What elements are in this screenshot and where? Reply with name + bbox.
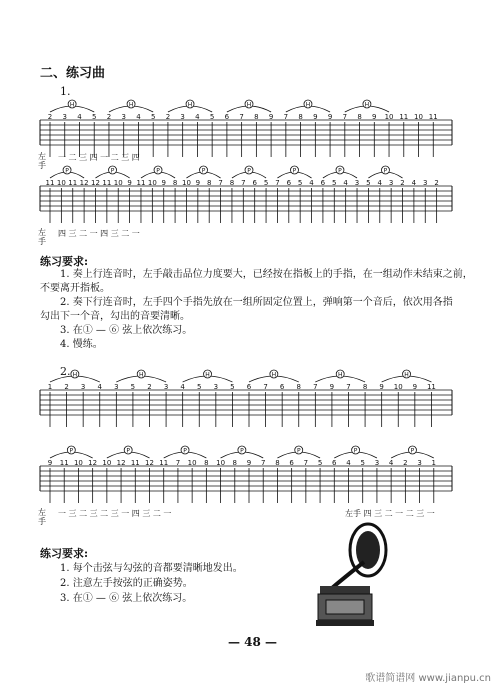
fret-number: 8 bbox=[204, 459, 209, 467]
fret-number: 11 bbox=[399, 113, 409, 121]
fret-number: 8 bbox=[362, 383, 368, 391]
technique-mark-text: P bbox=[110, 167, 115, 175]
fret-number: 6 bbox=[286, 179, 292, 187]
fret-number: 11 bbox=[130, 459, 140, 467]
fret-number: 7 bbox=[303, 459, 309, 467]
fret-number: 10 bbox=[56, 179, 66, 187]
fret-number: 4 bbox=[180, 383, 185, 391]
fret-number: 2 bbox=[400, 179, 405, 187]
technique-mark-text: P bbox=[383, 167, 388, 175]
fret-number: 9 bbox=[372, 113, 377, 121]
fingering-text: 一 二 三 四 一 二 三 四 bbox=[58, 153, 140, 162]
technique-mark-text: H bbox=[187, 101, 193, 109]
fret-number: 9 bbox=[412, 383, 418, 391]
technique-mark-text: P bbox=[338, 167, 342, 175]
technique-mark-text: P bbox=[353, 447, 358, 455]
watermark: 歌谱简谱网 www.jianpu.cn bbox=[365, 673, 491, 684]
fret-number: 12 bbox=[116, 459, 126, 467]
fret-number: 3 bbox=[354, 179, 360, 187]
technique-mark-text: P bbox=[156, 167, 160, 175]
fret-number: 6 bbox=[320, 179, 326, 187]
fret-number: 9 bbox=[329, 383, 335, 391]
fret-number: 3 bbox=[163, 383, 169, 391]
fret-number: 7 bbox=[175, 459, 181, 467]
fret-number: 10 bbox=[187, 459, 197, 467]
fret-number: 4 bbox=[136, 113, 141, 121]
requirements-title: 练习要求: bbox=[40, 547, 89, 560]
fret-number: 10 bbox=[216, 459, 226, 467]
fret-number: 8 bbox=[232, 459, 238, 467]
tab-staff bbox=[40, 166, 452, 223]
fret-number: 9 bbox=[246, 459, 252, 467]
section-title: 二、练习曲 bbox=[40, 66, 106, 81]
fret-number: 4 bbox=[309, 179, 314, 187]
requirement-item: 1. 每个击弦与勾弦的音都要清晰地发出。 bbox=[60, 563, 243, 574]
fret-number: 7 bbox=[239, 113, 244, 121]
technique-mark-text: P bbox=[292, 167, 297, 175]
fret-number: 8 bbox=[172, 179, 178, 187]
technique-mark-text: P bbox=[126, 447, 130, 455]
fret-number: 5 bbox=[130, 383, 136, 391]
fret-number: 3 bbox=[180, 113, 185, 121]
fret-number: 5 bbox=[230, 383, 235, 391]
fret-number: 6 bbox=[252, 179, 257, 187]
fret-number: 1 bbox=[47, 383, 53, 391]
fret-number: 11 bbox=[102, 179, 112, 187]
technique-mark-text: P bbox=[183, 447, 187, 455]
fret-number: 1 bbox=[431, 459, 437, 467]
fret-number: 6 bbox=[224, 113, 230, 121]
fret-number: 12 bbox=[91, 179, 100, 187]
fret-number: 10 bbox=[113, 179, 123, 187]
exercise-2-tab-row-1 bbox=[38, 371, 458, 446]
fret-number: 2 bbox=[434, 179, 439, 187]
fret-number: 7 bbox=[218, 179, 223, 187]
fret-number: 9 bbox=[161, 179, 166, 187]
requirement-item: 4. 慢练。 bbox=[60, 339, 103, 350]
fret-number: 7 bbox=[342, 113, 348, 121]
technique-mark-text: P bbox=[296, 447, 301, 455]
technique-mark-text: P bbox=[410, 447, 415, 455]
fret-number: 8 bbox=[206, 179, 212, 187]
requirements-title: 练习要求: bbox=[40, 255, 89, 268]
fret-number: 5 bbox=[150, 113, 156, 121]
requirement-item: 2. 注意左手按弦的正确姿势。 bbox=[60, 578, 193, 589]
fret-number: 4 bbox=[411, 179, 417, 187]
technique-mark-text: P bbox=[201, 167, 206, 175]
fret-number: 8 bbox=[298, 113, 303, 121]
exercise-2-number: 2. bbox=[60, 365, 71, 378]
fret-number: 2 bbox=[403, 459, 408, 467]
technique-mark-text: H bbox=[72, 371, 78, 379]
requirement-item: 3. 在① — ⑥ 弦上依次练习。 bbox=[60, 593, 193, 604]
hand-label: 左 手 bbox=[38, 228, 46, 246]
fret-number: 2 bbox=[47, 113, 53, 121]
fret-number: 11 bbox=[136, 179, 146, 187]
requirement-item: 3. 在① — ⑥ 弦上依次练习。 bbox=[60, 325, 193, 336]
fret-number: 4 bbox=[77, 113, 82, 121]
fret-number: 8 bbox=[275, 459, 280, 467]
technique-mark-text: H bbox=[337, 371, 343, 379]
fret-number: 2 bbox=[147, 383, 152, 391]
fret-number: 11 bbox=[426, 383, 436, 391]
requirement-item: 1. 奏上行连音时，左手敲击品位力度要大，已经按在指板上的手指，在一组动作未结束之前， bbox=[60, 269, 473, 280]
fret-number: 12 bbox=[145, 459, 154, 467]
fret-number: 8 bbox=[357, 113, 362, 121]
fret-number: 8 bbox=[254, 113, 259, 121]
fret-number: 7 bbox=[263, 383, 268, 391]
fret-number: 10 bbox=[384, 113, 394, 121]
fret-number: 3 bbox=[80, 383, 86, 391]
fret-number: 6 bbox=[246, 383, 252, 391]
fret-number: 9 bbox=[195, 179, 201, 187]
fret-number: 4 bbox=[346, 459, 351, 467]
fret-number: 10 bbox=[102, 459, 112, 467]
fret-number: 10 bbox=[393, 383, 403, 391]
fret-number: 9 bbox=[127, 179, 132, 187]
fret-number: 5 bbox=[317, 459, 323, 467]
fret-number: 11 bbox=[428, 113, 438, 121]
fret-number: 9 bbox=[313, 113, 318, 121]
fret-number: 5 bbox=[209, 113, 215, 121]
fret-number: 9 bbox=[379, 383, 384, 391]
fret-number: 9 bbox=[327, 113, 333, 121]
fret-number: 3 bbox=[423, 179, 428, 187]
fret-number: 8 bbox=[296, 383, 301, 391]
technique-mark-text: H bbox=[138, 371, 144, 379]
fret-number: 10 bbox=[414, 113, 423, 121]
gramophone-illustration bbox=[290, 522, 400, 632]
fret-number: 2 bbox=[64, 383, 69, 391]
fret-number: 5 bbox=[366, 179, 371, 187]
fret-number: 11 bbox=[159, 459, 169, 467]
fret-number: 9 bbox=[47, 459, 53, 467]
technique-mark-text: H bbox=[305, 101, 311, 109]
technique-mark-text: H bbox=[271, 371, 277, 379]
requirement-item: 勾出下一个音，勾出的音要清晰。 bbox=[40, 311, 190, 322]
technique-mark-text: H bbox=[404, 371, 409, 379]
fret-number: 4 bbox=[388, 459, 394, 467]
fret-number: 7 bbox=[313, 383, 318, 391]
fret-number: 5 bbox=[91, 113, 97, 121]
technique-mark-text: H bbox=[128, 101, 134, 109]
fret-number: 4 bbox=[97, 383, 102, 391]
fret-number: 3 bbox=[121, 113, 126, 121]
fret-number: 4 bbox=[195, 113, 200, 121]
requirement-item: 不要离开指板。 bbox=[40, 283, 110, 294]
fret-number: 3 bbox=[213, 383, 219, 391]
fret-number: 9 bbox=[268, 113, 274, 121]
fret-number: 7 bbox=[283, 113, 289, 121]
requirement-item: 2. 奏下行连音时，左手四个手指先放在一组所固定位置上，弹响第一个音后，依次用各指 bbox=[60, 297, 453, 308]
technique-mark-text: P bbox=[247, 167, 251, 175]
technique-mark-text: P bbox=[240, 447, 244, 455]
fret-number: 10 bbox=[147, 179, 157, 187]
hand-label: 左 手 bbox=[38, 508, 46, 526]
hand-label: 左 手 bbox=[38, 152, 46, 170]
fret-number: 5 bbox=[263, 179, 269, 187]
fret-number: 3 bbox=[114, 383, 119, 391]
fret-number: 6 bbox=[289, 459, 294, 467]
fingering-text: 四 三 二 一 四 三 二 一 bbox=[58, 229, 140, 238]
tab-staff bbox=[40, 100, 452, 157]
fret-number: 12 bbox=[88, 459, 98, 467]
fret-number: 10 bbox=[73, 459, 83, 467]
fret-number: 10 bbox=[181, 179, 191, 187]
fingering-text: 左手 四 三 二 一 二 三 一 bbox=[345, 509, 435, 518]
fret-number: 11 bbox=[59, 459, 69, 467]
fret-number: 11 bbox=[68, 179, 78, 187]
fret-number: 5 bbox=[297, 179, 303, 187]
fret-number: 6 bbox=[279, 383, 285, 391]
fret-number: 4 bbox=[343, 179, 348, 187]
fret-number: 2 bbox=[106, 113, 112, 121]
fret-number: 5 bbox=[360, 459, 365, 467]
tab-staff bbox=[40, 370, 452, 427]
technique-mark-text: P bbox=[69, 447, 74, 455]
fret-number: 12 bbox=[79, 179, 89, 187]
fret-number: 2 bbox=[165, 113, 171, 121]
fret-number: 3 bbox=[388, 179, 394, 187]
fret-number: 11 bbox=[45, 179, 55, 187]
page-number: — 48 — bbox=[228, 635, 278, 649]
technique-mark-text: H bbox=[69, 101, 75, 109]
fret-number: 3 bbox=[374, 459, 380, 467]
fret-number: 3 bbox=[62, 113, 67, 121]
fret-number: 7 bbox=[241, 179, 246, 187]
fret-number: 6 bbox=[332, 459, 337, 467]
fret-number: 7 bbox=[260, 459, 266, 467]
exercise-1-number: 1. bbox=[60, 85, 71, 98]
fingering-text: 一 三 二 三 二 三 一 四 三 二 一 bbox=[58, 509, 172, 518]
technique-mark-text: H bbox=[364, 101, 370, 109]
technique-mark-text: H bbox=[205, 371, 210, 379]
fret-number: 7 bbox=[346, 383, 351, 391]
tab-staff bbox=[40, 446, 452, 503]
fret-number: 5 bbox=[197, 383, 202, 391]
fret-number: 5 bbox=[332, 179, 337, 187]
fret-number: 8 bbox=[229, 179, 235, 187]
fret-number: 4 bbox=[377, 179, 383, 187]
technique-mark-text: H bbox=[246, 101, 252, 109]
fret-number: 3 bbox=[417, 459, 422, 467]
fret-number: 7 bbox=[275, 179, 280, 187]
technique-mark-text: P bbox=[65, 167, 69, 175]
